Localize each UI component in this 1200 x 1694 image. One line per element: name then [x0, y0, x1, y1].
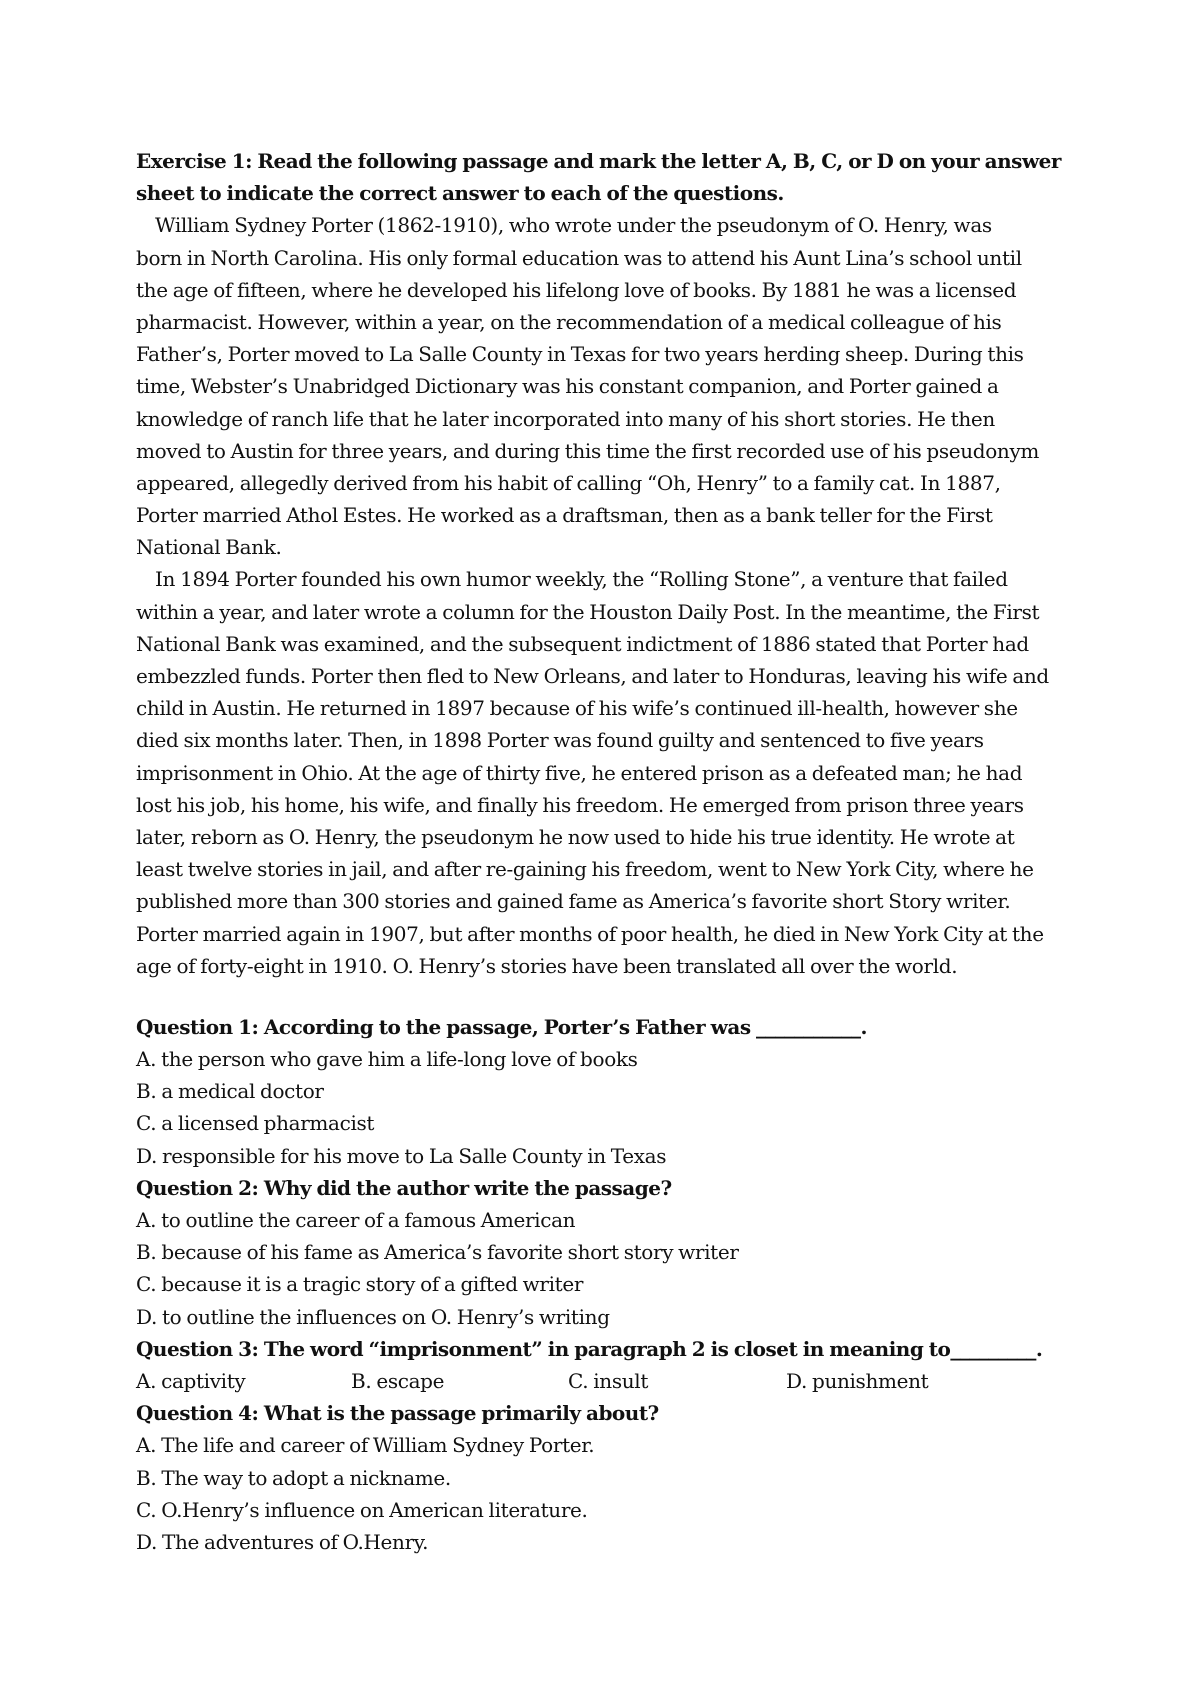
passage-line: knowledge of ranch life that he later incorporated into many of his short stories. He then: [136, 406, 995, 431]
answer-option: A. to outline the career of a famous American: [136, 1208, 576, 1232]
answer-option: B. escape: [351, 1368, 445, 1393]
passage-line: William Sydney Porter (1862-1910), who wrote under the pseudonym of O. Henry, was: [155, 213, 992, 238]
passage-line: died six months later. Then, in 1898 Porter was found guilty and sentenced to five years: [136, 728, 984, 753]
answer-option: D. to outline the influences on O. Henry’s writing: [136, 1304, 610, 1329]
question-prompt: Question 1: According to the passage, Porter’s Father was ___________.: [136, 1014, 867, 1039]
answer-option: C. insult: [568, 1368, 649, 1393]
passage-line: Porter married Athol Estes. He worked as a draftsman, then as a bank teller for the First: [136, 503, 993, 528]
answer-option: A. captivity: [136, 1368, 246, 1393]
question-2: [136, 1172, 1066, 1333]
passage-line: embezzled funds. Porter then fled to New Orleans, and later to Honduras, leaving his wife and: [136, 664, 1049, 688]
answer-option: A. the person who gave him a life-long love of books: [136, 1047, 638, 1072]
passage-line: imprisonment in Ohio. At the age of thirty five, he entered prison as a defeated man; he had: [136, 760, 1023, 785]
answer-option: B. because of his fame as America’s favorite short story writer: [136, 1240, 739, 1265]
passage-line: National Bank.: [136, 535, 282, 560]
answer-option: D. The adventures of O.Henry.: [136, 1529, 429, 1554]
passage-line: least twelve stories in jail, and after re-gaining his freedom, went to New York City, where he: [136, 857, 1034, 882]
passage-line: In 1894 Porter founded his own humor weekly, the “Rolling Stone”, a venture that failed: [155, 567, 1008, 592]
exercise-heading-line: sheet to indicate the correct answer to each of the questions.: [136, 181, 784, 206]
passage-line: appeared, allegedly derived from his habit of calling “Oh, Henry” to a family cat. In 1887,: [136, 470, 1001, 495]
passage-line: later, reborn as O. Henry, the pseudonym he now used to hide his true identity. He wrote at: [136, 824, 1015, 849]
question-prompt: Question 3: The word “imprisonment” in paragraph 2 is closet in meaning to_________.: [136, 1336, 1043, 1361]
passage-line: Father’s, Porter moved to La Salle County in Texas for two years herding sheep. During this: [136, 342, 1024, 367]
passage-line: age of forty-eight in 1910. O. Henry’s stories have been translated all over the world.: [136, 953, 958, 978]
answer-option: A. The life and career of William Sydney Porter.: [136, 1433, 595, 1458]
answer-option: B. The way to adopt a nickname.: [136, 1465, 451, 1490]
passage-line: child in Austin. He returned in 1897 because of his wife’s continued ill-health, however she: [136, 696, 1018, 721]
answer-option: B. a medical doctor: [136, 1079, 324, 1104]
passage-line: published more than 300 stories and gained fame as America’s favorite short Story writer.: [136, 889, 1011, 914]
passage-line: Porter married again in 1907, but after months of poor health, he died in New York City at the: [136, 921, 1044, 946]
passage-paragraph-1: [136, 209, 1066, 563]
answer-option: C. because it is a tragic story of a gifted writer: [136, 1272, 584, 1297]
answer-option: D. punishment: [786, 1368, 929, 1393]
passage-line: National Bank was examined, and the subsequent indictment of 1886 stated that Porter had: [136, 631, 1029, 656]
question-3: [136, 1333, 1066, 1397]
exercise-heading-line: Exercise 1: Read the following passage and mark the letter A, B, C, or D on your answer: [136, 149, 1061, 173]
passage-line: time, Webster’s Unabridged Dictionary was his constant companion, and Porter gained a: [136, 374, 999, 399]
question-4: [136, 1397, 1066, 1558]
passage-line: within a year, and later wrote a column for the Houston Daily Post. In the meantime, the First: [136, 599, 1040, 624]
passage-line: the age of fifteen, where he developed his lifelong love of books. By 1881 he was a licensed: [136, 277, 1017, 302]
answer-option: C. a licensed pharmacist: [136, 1111, 375, 1136]
passage-line: pharmacist. However, within a year, on the recommendation of a medical colleague of his: [136, 309, 1002, 334]
question-1: [136, 1011, 1066, 1172]
answer-options-row: [136, 1365, 1066, 1397]
exercise-heading: [136, 145, 1066, 209]
answer-option: D. responsible for his move to La Salle County in Texas: [136, 1143, 667, 1168]
passage-line: lost his job, his home, his wife, and finally his freedom. He emerged from prison three years: [136, 792, 1024, 817]
question-prompt: Question 4: What is the passage primarily about?: [136, 1401, 659, 1426]
section-gap: [136, 982, 1066, 1011]
document-page: [136, 145, 1066, 1558]
question-prompt: Question 2: Why did the author write the passage?: [136, 1175, 672, 1200]
passage-paragraph-2: [136, 563, 1066, 981]
passage-line: born in North Carolina. His only formal education was to attend his Aunt Lina’s school until: [136, 245, 1022, 270]
passage-line: moved to Austin for three years, and during this time the first recorded use of his pseudonym: [136, 438, 1040, 463]
answer-option: C. O.Henry’s influence on American literature.: [136, 1497, 588, 1522]
